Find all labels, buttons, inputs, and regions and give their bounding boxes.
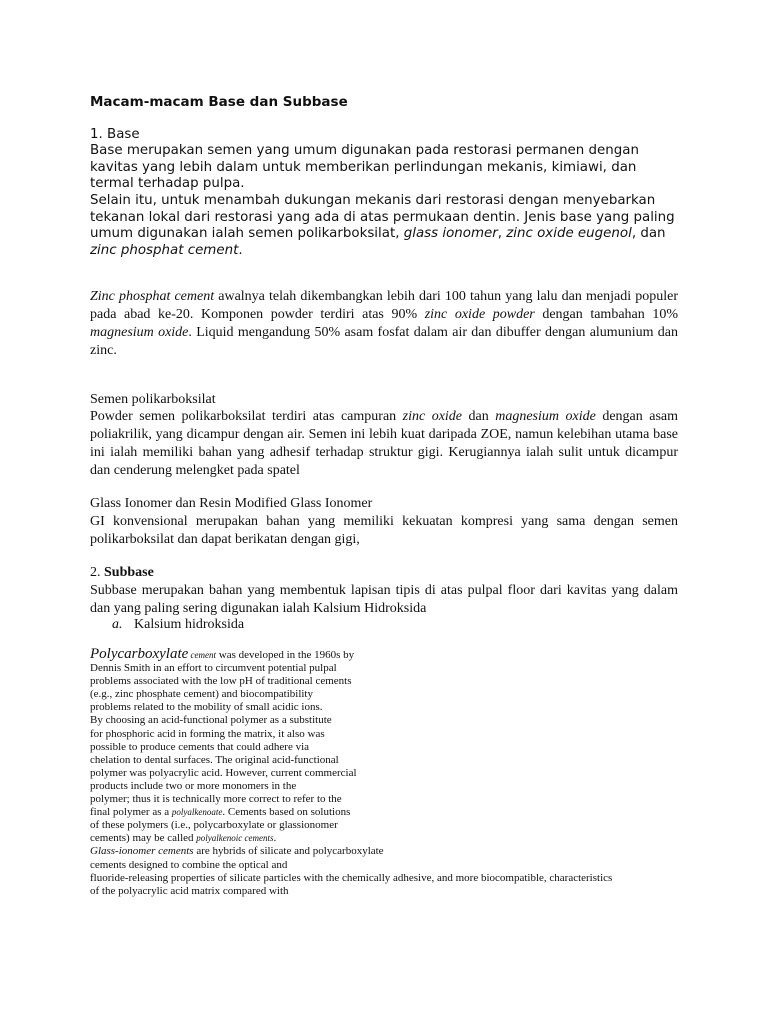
subbase-heading: 2. Subbase [90,565,154,580]
list-item-label: Kalsium hidroksida [134,617,245,632]
excerpt-line: fluoride-releasing properties of silicate particles with the chemically adhesive, and more biocompatible, characteristics [90,871,613,884]
excerpt-line: Dennis Smith in an effort to circumvent potential pulpal [90,662,337,675]
excerpt-line: possible to produce cements that could adhere via [90,740,310,753]
excerpt-line: problems related to the mobility of small acidic ions. [90,701,323,714]
excerpt-line: of these polymers (i.e., polycarboxylate or glassionomer [90,819,338,832]
excerpt-line: By choosing an acid-functional polymer as a substitute [90,714,332,727]
excerpt-line: (e.g., zinc phosphate cement) and biocompatibility [90,688,313,701]
excerpt-line: Polycarboxylate cement was developed in the 1960s by [90,646,355,662]
subbase-list-item [112,616,244,634]
zinc-phosphat-paragraph: Zinc phosphat cement awalnya telah dikembangkan lebih dari 100 tahun yang lalu dan menjadi populer pada abad ke-20. Komponen powder terdiri atas 90% zinc oxide powder dengan tambahan 10% magnesium oxide. Liquid mengandung 50% asam fosfat dalam air dan dibuffer dengan alumunium dan zinc. [90,289,679,358]
excerpt-line: for phosphoric acid in forming the matrix, it also was [90,727,325,740]
excerpt-line: chelation to dental surfaces. The original acid-functional [90,753,339,766]
glass-ionomer-paragraph: GI konvensional merupakan bahan yang memiliki kekuatan kompresi yang sama dengan semen polikarboksilat dan dapat berikatan dengan gigi, [90,514,678,547]
polycarboxylate-excerpt [90,648,650,898]
subbase-paragraph: Subbase merupakan bahan yang membentuk lapisan tipis di atas pulpal floor dari kavitas yang dalam dan yang paling sering digunakan ialah Kalsium Hidroksida [90,583,678,616]
excerpt-line: products include two or more monomers in the [90,779,297,792]
polikarboksilat-paragraph: Powder semen polikarboksilat terdiri atas campuran zinc oxide dan magnesium oxide dengan asam poliakrilik, yang dicampur dengan air. Semen ini lebih kuat daripada ZOE, namun kelebihan utama base ini ialah memiliki bahan yang adhesif terhadap struktur gigi. Kerugiannya ialah sulit untuk dicampur dan cenderung melengket pada spatel [90,409,679,478]
base-paragraph-2: Selain itu, untuk menambah dukungan mekanis dari restorasi dengan menyebarkan tekanan lokal dari restorasi yang ada di atas permukaan dentin. Jenis base yang paling umum digunakan ialah semen polikarboksilat, glass ionomer, zinc oxide eugenol, dan zinc phosphat cement. [90,193,675,258]
excerpt-line: of the polyacrylic acid matrix compared with [90,884,289,897]
excerpt-line: polymer was polyacrylic acid. However, current commercial [90,766,357,779]
glass-ionomer-heading: Glass Ionomer dan Resin Modified Glass Ionomer [90,496,373,511]
excerpt-line: problems associated with the low pH of traditional cements [90,675,352,688]
excerpt-line: polymer; thus it is technically more correct to refer to the [90,793,342,806]
list-marker: a. [112,617,123,632]
excerpt-line: Glass-ionomer cements are hybrids of silicate and polycarboxylate [90,845,384,858]
excerpt-line: cements designed to combine the optical and [90,858,288,871]
base-heading: 1. Base [90,127,140,142]
page-title: Macam-macam Base dan Subbase [90,94,348,110]
excerpt-line: final polymer as a polyalkenoate. Cements based on solutions [90,806,351,819]
base-paragraph-1: Base merupakan semen yang umum digunakan pada restorasi permanen dengan kavitas yang lebih dalam untuk memberikan perlindungan mekanis, kimiawi, dan termal terhadap pulpa. [90,143,639,191]
polikarboksilat-heading: Semen polikarboksilat [90,392,216,407]
excerpt-line: cements) may be called polyalkenoic cements. [90,832,277,845]
